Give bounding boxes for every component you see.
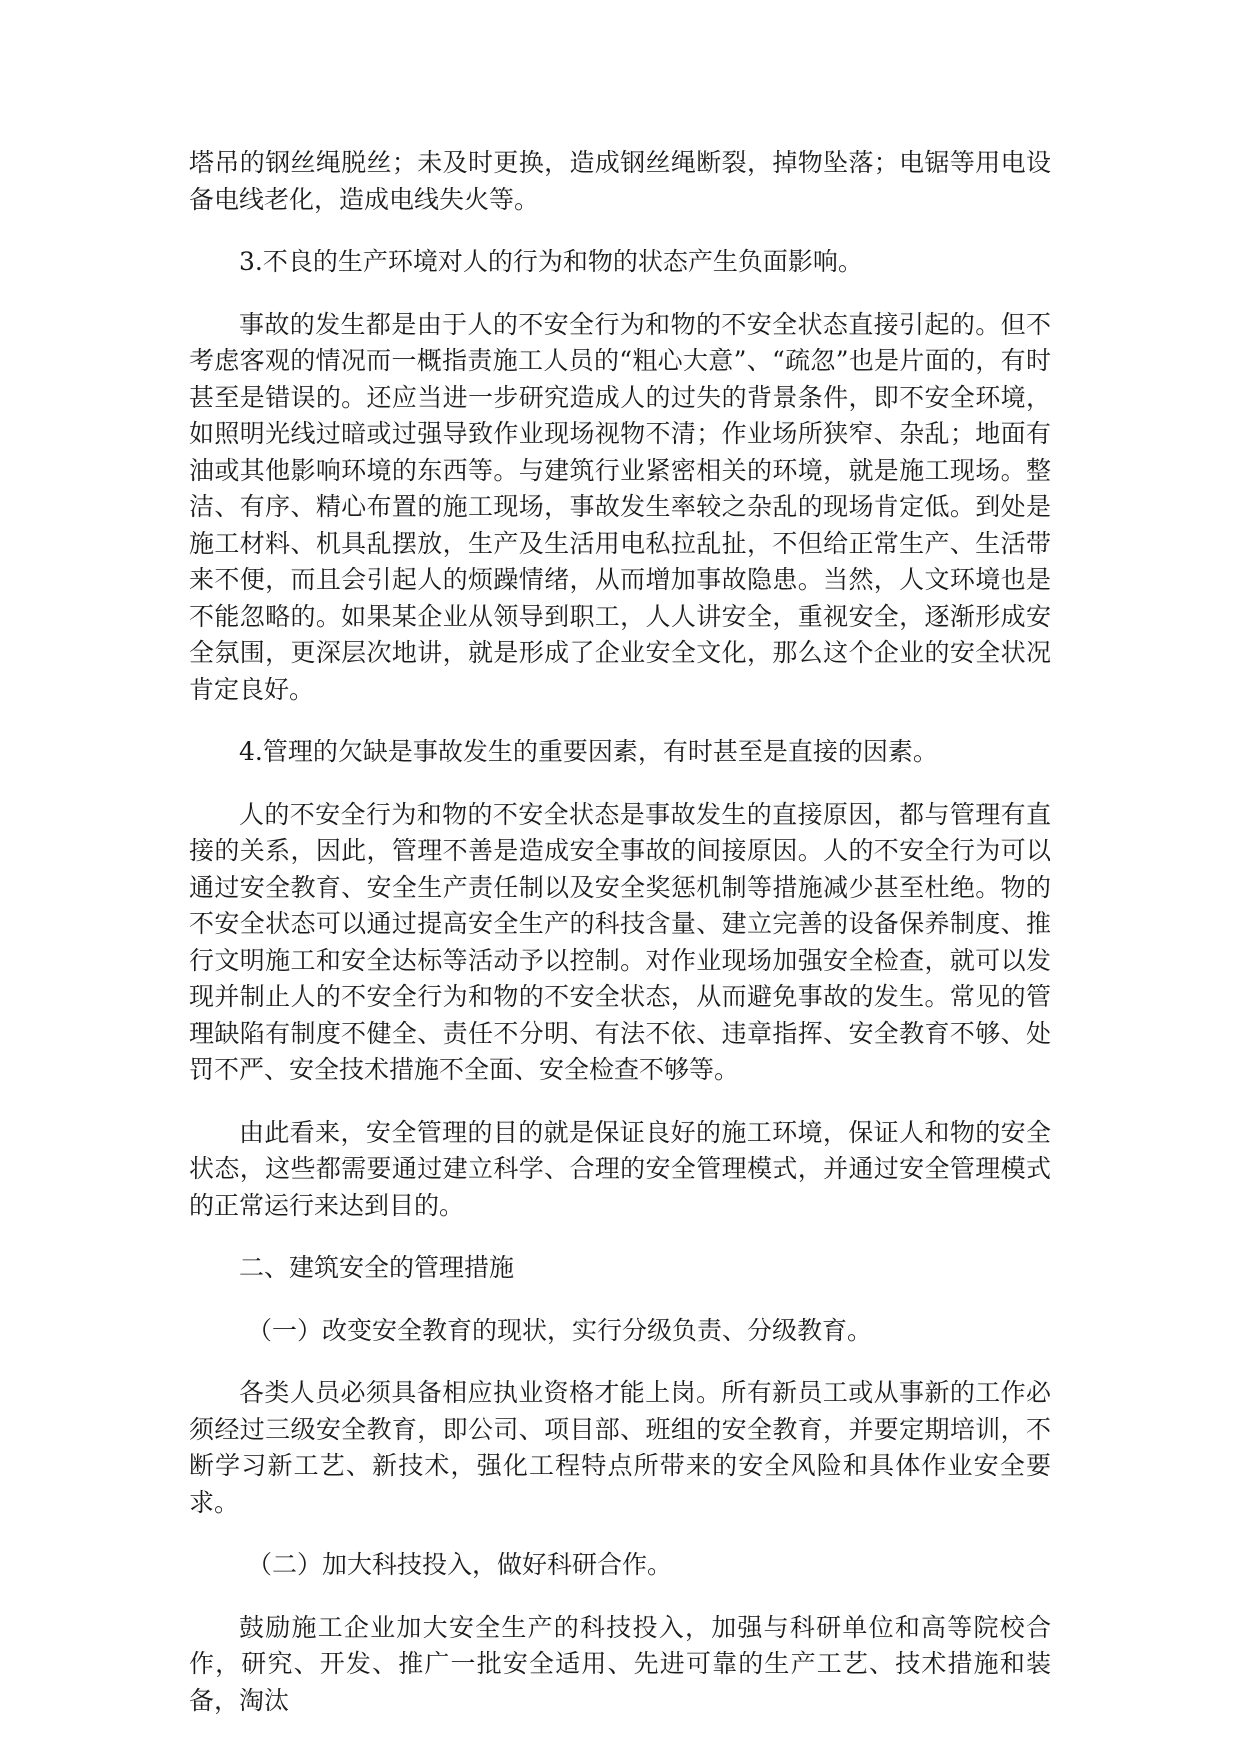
- paragraph-conclusion: 由此看来，安全管理的目的就是保证良好的施工环境，保证人和物的安全状态，这些都需要通过建立科学、合理的安全管理模式，并通过安全管理模式的正常运行来达到目的。: [189, 1117, 1051, 1220]
- paragraph-management: 人的不安全行为和物的不安全状态是事故发生的直接原因，都与管理有直接的关系，因此，管理不善是造成安全事故的间接原因。人的不安全行为可以通过安全教育、安全生产责任制以及安全奖惩机制等措施减少甚至杜绝。物的不安全状态可以通过提高安全生产的科技含量、建立完善的设备保养制度、推行文明施工和安全达标等活动予以控制。对作业现场加强安全检查，就可以发现并制止人的不安全行为和物的不安全状态，从而避免事故的发生。常见的管理缺陷有制度不健全、责任不分明、有法不依、违章指挥、安全教育不够、处罚不严、安全技术措施不全面、安全检查不够等。: [189, 799, 1051, 1084]
- paragraph-continuation: 塔吊的钢丝绳脱丝；未及时更换，造成钢丝绳断裂，掉物坠落；电锯等用电设备电线老化，造成电线失火等。: [189, 148, 1051, 214]
- paragraph-technology: 鼓励施工企业加大安全生产的科技投入，加强与科研单位和高等院校合作，研究、开发、推广一批安全适用、先进可靠的生产工艺、技术措施和装备，淘汰: [189, 1612, 1051, 1715]
- section-heading-3: 3.不良的生产环境对人的行为和物的状态产生负面影响。: [239, 247, 863, 276]
- paragraph-education: 各类人员必须具备相应执业资格才能上岗。所有新员工或从事新的工作必须经过三级安全教育，即公司、项目部、班组的安全教育，并要定期培训，不断学习新工艺、新技术，强化工程特点所带来的安全风险和具体作业安全要求。: [189, 1378, 1051, 1517]
- subsection-heading-1: （一）改变安全教育的现状，实行分级负责、分级教育。: [247, 1315, 873, 1345]
- paragraph-environment: 事故的发生都是由于人的不安全行为和物的不安全状态直接引起的。但不考虑客观的情况而一概指责施工人员的“粗心大意”、“疏忽”也是片面的，有时甚至是错误的。还应当进一步研究造成人的过失的背景条件，即不安全环境，如照明光线过暗或过强导致作业现场视物不清；作业场所狭窄、杂乱；地面有油或其他影响环境的东西等。与建筑行业紧密相关的环境，就是施工现场。整洁、有序、精心布置的施工现场，事故发生率较之杂乱的现场肯定低。到处是施工材料、机具乱摆放，生产及生活用电私拉乱扯，不但给正常生产、生活带来不便，而且会引起人的烦躁情绪，从而增加事故隐患。当然，人文环境也是不能忽略的。如果某企业从领导到职工，人人讲安全，重视安全，逐渐形成安全氛围，更深层次地讲，就是形成了企业安全文化，那么这个企业的安全状况肯定良好。: [189, 309, 1051, 704]
- document-page: [189, 145, 1051, 1745]
- section-heading-4: 4.管理的欠缺是事故发生的重要因素，有时甚至是直接的因素。: [239, 737, 938, 766]
- subsection-heading-2: （二）加大科技投入，做好科研合作。: [247, 1550, 673, 1579]
- chapter-heading-2: 二、建筑安全的管理措施: [239, 1253, 515, 1282]
